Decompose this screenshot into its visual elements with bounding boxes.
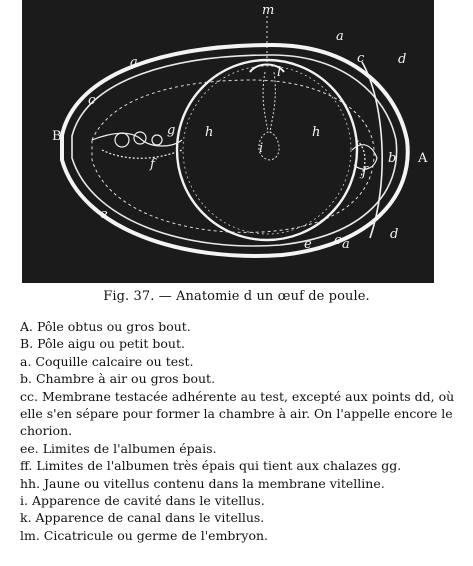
label-a-right: a (342, 237, 350, 252)
legend-item-B: B. Pôle aigu ou petit bout. (20, 336, 185, 352)
label-i: i (259, 141, 264, 156)
label-h-left: h (205, 125, 214, 140)
legend-item-hh: hh. Jaune ou vitellus contenu dans la membrane vitelline. (20, 475, 385, 491)
legend-item-a: a. Coquille calcaire ou test. (20, 353, 194, 369)
legend-item-ff: ff. Limites de l'albumen très épais qui tient aux chalazes gg. (20, 458, 402, 474)
label-A: A (418, 151, 428, 166)
label-a-top: a (336, 29, 344, 44)
label-e-left: e (100, 207, 108, 222)
legend-item-lm: lm. Cicatricule ou germe de l'embryon. (20, 527, 269, 543)
legend-item-b: b. Chambre à air ou gros bout. (20, 371, 216, 387)
label-g-left: g (167, 123, 176, 138)
label-f-right: f (362, 165, 367, 180)
label-c-left: c (88, 93, 96, 108)
figure-background (22, 0, 434, 283)
label-m: m (262, 3, 275, 18)
legend-item-cc: cc. Membrane testacée adhérente au test, excepté aux points dd, où elle s'en sépare pour former la chambre à air. On l'appelle encore le chorion. (20, 388, 455, 439)
label-c-bottom: c (334, 233, 342, 248)
egg-anatomy-figure (22, 0, 434, 283)
label-B: B (52, 129, 62, 144)
egg-diagram (22, 0, 434, 283)
legend-list (8, 318, 468, 544)
legend-item-A: A. Pôle obtus ou gros bout. (20, 319, 191, 334)
figure-caption: Fig. 37. — Anatomie d un œuf de poule. (103, 289, 370, 304)
legend-item-k: k. Apparence de canal dans le vitellus. (20, 510, 265, 526)
legend-item-i: i. Apparence de cavité dans le vitellus. (20, 493, 265, 509)
label-e-bottom: e (304, 237, 312, 252)
label-l: l (277, 65, 282, 80)
label-a-left: a (130, 55, 138, 70)
label-b: b (388, 151, 397, 166)
label-f-left: f (150, 157, 155, 172)
legend-item-ee: ee. Limites de l'albumen épais. (20, 440, 217, 456)
label-d-bottom: d (390, 227, 399, 242)
label-d-top: d (398, 52, 407, 67)
label-c-top: c (357, 51, 365, 66)
label-h-right: h (312, 125, 321, 140)
